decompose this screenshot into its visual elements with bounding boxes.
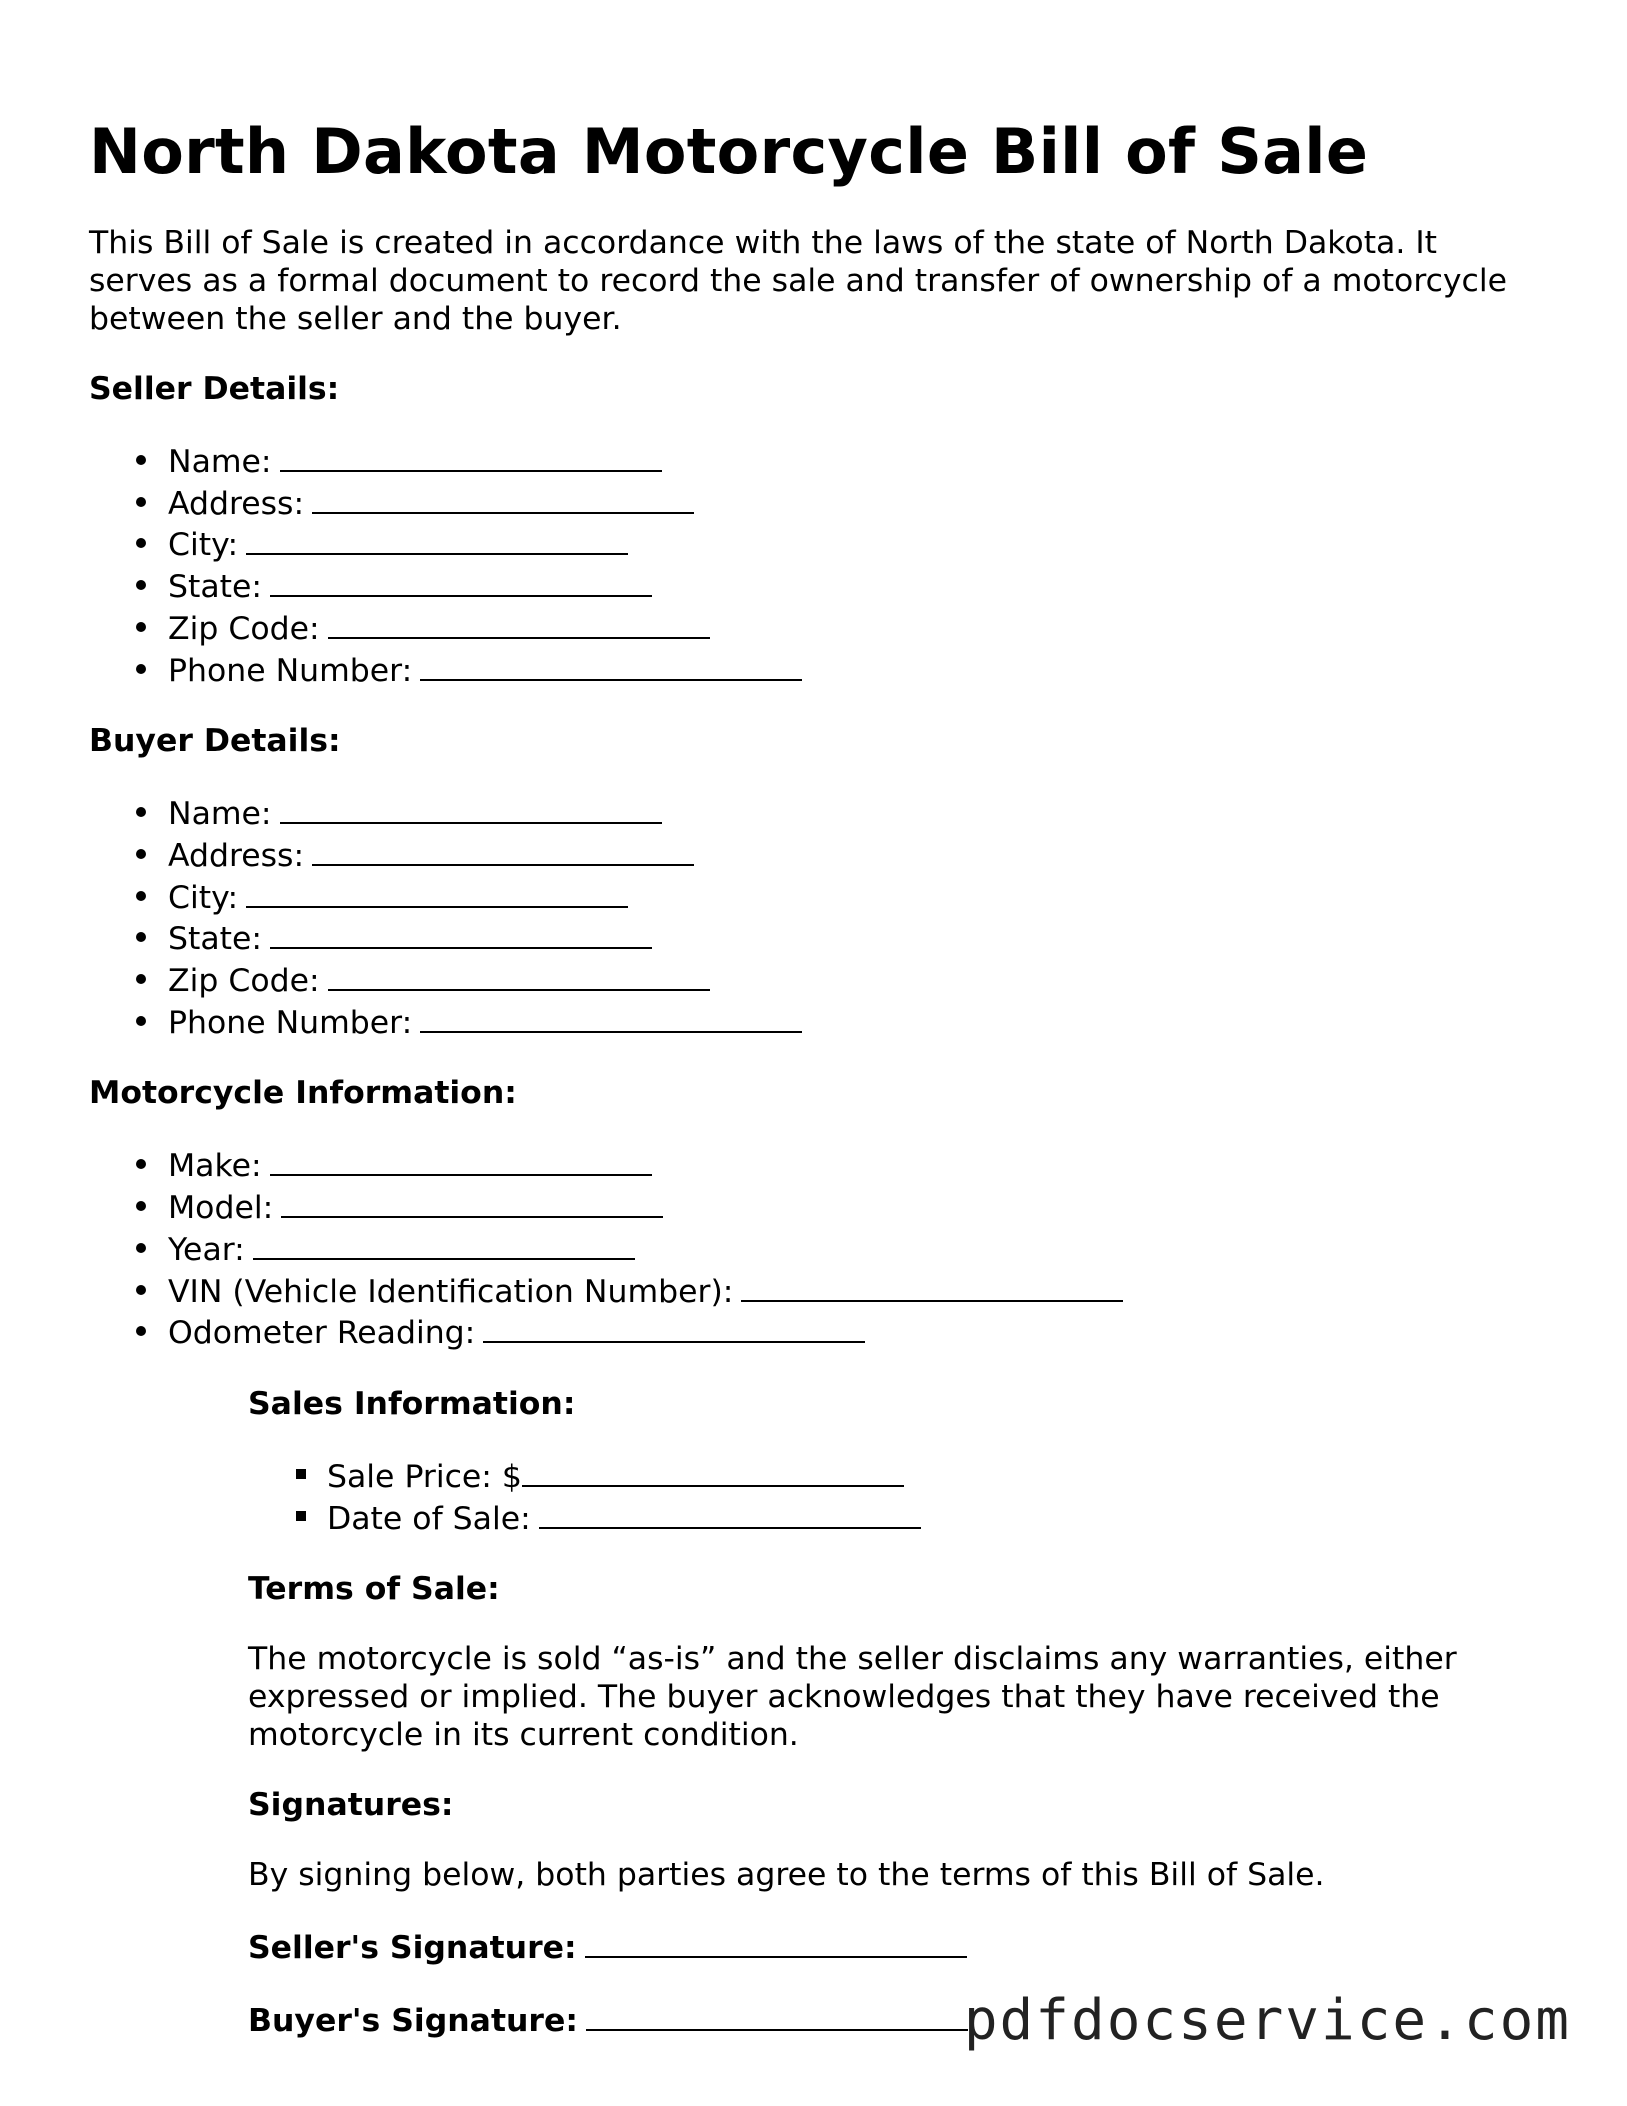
seller-address-item: Address:: [168, 482, 1549, 524]
motorcycle-fields-list: [89, 1144, 1549, 1353]
buyer-signature-line: Buyer's Signature:: [248, 1999, 1549, 2040]
seller-state-item: State:: [168, 565, 1549, 607]
buyer-fields-list: [89, 792, 1549, 1042]
document-title: North Dakota Motorcycle Bill of Sale: [89, 115, 1369, 188]
terms-paragraph: The motorcycle is sold “as-is” and the seller disclaims any warranties, either expressed or implied. The buyer acknowledges that they have received the motorcycle in its current condition.: [248, 1641, 1457, 1754]
make-item: Make:: [168, 1144, 1549, 1186]
watermark: pdfdocservice.com: [963, 1988, 1571, 2053]
buyer-city-field[interactable]: [246, 876, 628, 908]
buyer-city-item: City:: [168, 876, 1549, 918]
vin-item: VIN (Vehicle Identification Number):: [168, 1270, 1549, 1312]
seller-signature-line: Seller's Signature:: [248, 1926, 1549, 1967]
buyer-details-heading: Buyer Details:: [89, 723, 341, 760]
seller-zip-item: Zip Code:: [168, 607, 1549, 649]
seller-phone-field[interactable]: [420, 649, 802, 681]
date-of-sale-field[interactable]: [539, 1497, 921, 1529]
sales-info-heading: Sales Information:: [248, 1385, 576, 1422]
signatures-heading: Signatures:: [248, 1787, 454, 1824]
odometer-item: Odometer Reading:: [168, 1311, 1549, 1353]
odometer-field[interactable]: [483, 1311, 865, 1343]
seller-city-field[interactable]: [246, 523, 628, 555]
seller-name-item: Name:: [168, 440, 1549, 482]
sale-price-item: Sale Price: $: [327, 1455, 1549, 1497]
buyer-name-item: Name:: [168, 792, 1549, 834]
intro-paragraph: This Bill of Sale is created in accordance with the laws of the state of North Dakota. It serves as a formal document to record the sale and transfer of ownership of a motorcycle between the seller and the buyer.: [89, 225, 1507, 337]
seller-zip-field[interactable]: [328, 607, 710, 639]
seller-phone-item: Phone Number:: [168, 649, 1549, 691]
buyer-phone-item: Phone Number:: [168, 1001, 1549, 1043]
seller-fields-list: [89, 440, 1549, 690]
buyer-state-field[interactable]: [270, 917, 652, 949]
sales-fields-list: [248, 1455, 1549, 1538]
signatures-paragraph: By signing below, both parties agree to the terms of this Bill of Sale.: [248, 1857, 1325, 1894]
buyer-phone-field[interactable]: [420, 1001, 802, 1033]
buyer-zip-field[interactable]: [328, 959, 710, 991]
date-of-sale-item: Date of Sale:: [327, 1497, 1549, 1539]
buyer-address-field[interactable]: [312, 834, 694, 866]
seller-name-field[interactable]: [280, 440, 662, 472]
sale-price-field[interactable]: [522, 1455, 904, 1487]
seller-state-field[interactable]: [270, 565, 652, 597]
seller-city-item: City:: [168, 523, 1549, 565]
document-page: [89, 112, 1549, 2040]
buyer-name-field[interactable]: [280, 792, 662, 824]
indented-section: [248, 1385, 1549, 2040]
model-field[interactable]: [281, 1186, 663, 1218]
terms-heading: Terms of Sale:: [248, 1571, 500, 1608]
buyer-state-item: State:: [168, 917, 1549, 959]
seller-details-heading: Seller Details:: [89, 371, 340, 407]
buyer-zip-item: Zip Code:: [168, 959, 1549, 1001]
model-item: Model:: [168, 1186, 1549, 1228]
make-field[interactable]: [270, 1144, 652, 1176]
motorcycle-info-heading: Motorcycle Information:: [89, 1075, 517, 1112]
vin-field[interactable]: [741, 1270, 1123, 1302]
buyer-address-item: Address:: [168, 834, 1549, 876]
year-item: Year:: [168, 1228, 1549, 1270]
seller-address-field[interactable]: [312, 482, 694, 514]
seller-signature-field[interactable]: [585, 1926, 967, 1958]
year-field[interactable]: [253, 1228, 635, 1260]
buyer-signature-field[interactable]: [586, 1999, 968, 2031]
